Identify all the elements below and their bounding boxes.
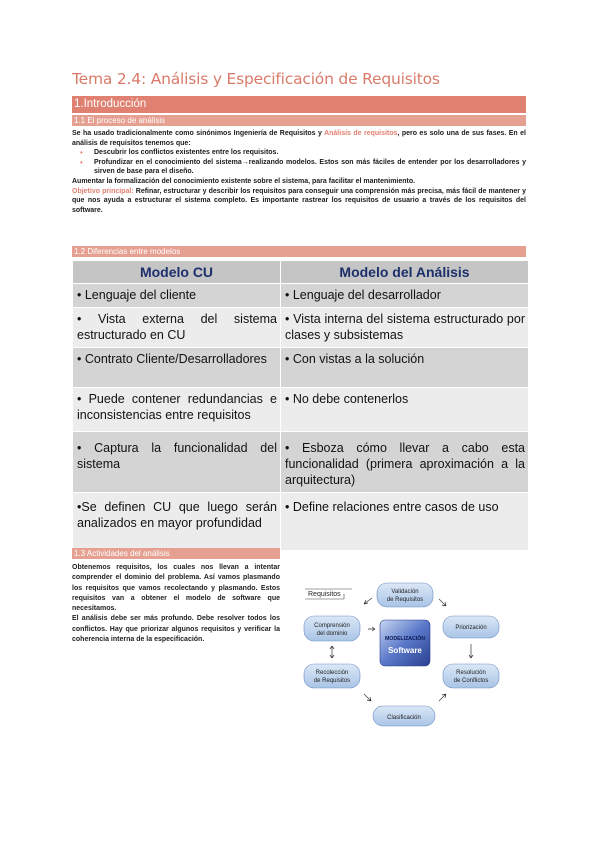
analisis-requisitos-link: Análisis de requisitos bbox=[324, 130, 398, 137]
objective-label: Objetivo principal: bbox=[72, 187, 134, 195]
svg-text:de Requisitos: de Requisitos bbox=[386, 597, 424, 603]
activities-paragraph-1: Obtenemos requisitos, los cuales nos llevan a intentar comprender el dominio del problema. Así vamos plasmando los requisitos que vamos recolectando y plasmando. Estos requisitos van a obtener el modelo de software que necesitamos. bbox=[72, 564, 280, 613]
svg-text:Recolección: Recolección bbox=[315, 670, 349, 676]
requisitos-label: Requisitos bbox=[308, 591, 341, 598]
arrow-icon bbox=[330, 646, 334, 658]
table-row bbox=[73, 493, 529, 551]
svg-text:del dominio: del dominio bbox=[316, 631, 348, 637]
table-cell: • Con vistas a la solución bbox=[281, 348, 529, 388]
list-item: • Profundizar en el conocimiento del sistema→realizando modelos. Estos son más fáciles de entender por los desarrolladores y sirven de base para el diseño. bbox=[72, 158, 526, 177]
table-row bbox=[73, 308, 529, 348]
node-recoleccion bbox=[304, 664, 360, 688]
subsection-heading-actividades: 1.3 Actividades del análisis bbox=[72, 548, 280, 559]
table-header-row bbox=[73, 261, 529, 284]
arrow-icon bbox=[364, 598, 372, 604]
table-cell: • Lenguaje del desarrollador bbox=[281, 284, 529, 308]
node-validacion bbox=[377, 583, 433, 607]
table-cell: • Lenguaje del cliente bbox=[73, 284, 281, 308]
svg-text:MODELIZACIÓN: MODELIZACIÓN bbox=[384, 636, 426, 642]
analysis-activities-diagram bbox=[300, 572, 526, 732]
intro-paragraph-2: Aumentar la formalización del conocimiento existente sobre el sistema, para facilitar el mantenimiento. bbox=[72, 177, 416, 185]
table-cell: • Vista externa del sistema estructurado en CU bbox=[73, 308, 281, 348]
node-priorizacion bbox=[443, 616, 499, 638]
table-cell: • Contrato Cliente/Desarrolladores bbox=[73, 348, 281, 388]
page-title: Tema 2.4: Análisis y Especificación de Requisitos bbox=[72, 70, 440, 88]
arrow-icon bbox=[439, 599, 446, 606]
section-heading-introduccion: 1.Introducción bbox=[72, 96, 526, 113]
svg-text:de Requisitos: de Requisitos bbox=[313, 678, 351, 684]
table-row bbox=[73, 432, 529, 493]
arrow-icon bbox=[364, 694, 371, 701]
table-row bbox=[73, 388, 529, 432]
header-modelo-analisis: Modelo del Análisis bbox=[281, 261, 529, 284]
intro-p1-end: , pero es solo una de sus fases. En el análisis de requisitos tenemos que: bbox=[72, 130, 526, 147]
comparison-table bbox=[72, 260, 529, 551]
arrow-icon bbox=[469, 644, 473, 658]
node-comprension bbox=[304, 616, 360, 641]
objective-paragraph bbox=[72, 187, 526, 216]
arrow-icon bbox=[368, 627, 375, 631]
svg-text:Priorización: Priorización bbox=[455, 625, 487, 631]
node-clasificacion bbox=[373, 706, 435, 726]
svg-text:Software: Software bbox=[388, 646, 422, 655]
list-item: • Descubrir los conflictos existentes entre los requisitos. bbox=[72, 148, 526, 158]
intro-p1-start: Se ha usado tradicionalmente como sinónimos Ingeniería de Requisitos y bbox=[72, 130, 325, 137]
table-cell: • Define relaciones entre casos de uso bbox=[281, 493, 529, 551]
arrow-icon bbox=[439, 694, 446, 701]
subsection-heading-proceso: 1.1 El proceso de análisis bbox=[72, 115, 526, 126]
intro-text bbox=[72, 129, 526, 215]
objective-text: Refinar, estructurar y describir los requisitos para conseguir una comprensión más precisa, más fácil de mantener y que nos ayuda a estructurar el sistema completo. Es importante rastrear los requisitos de usuario a través de los requisitos del software. bbox=[72, 187, 527, 214]
table-cell: • Vista interna del sistema estructurado por clases y subsistemas bbox=[281, 308, 529, 348]
node-modelizacion bbox=[380, 620, 430, 666]
svg-text:de Conflictos: de Conflictos bbox=[453, 678, 489, 684]
subsection-heading-diferencias: 1.2 Diferencias entre modelos bbox=[72, 246, 526, 257]
svg-text:Comprensión: Comprensión bbox=[314, 623, 350, 629]
svg-text:Clasificación: Clasificación bbox=[387, 715, 421, 721]
node-resolucion bbox=[443, 664, 499, 688]
intro-bullet-list bbox=[72, 148, 526, 177]
table-row bbox=[73, 348, 529, 388]
table-cell: • Esboza cómo llevar a cabo esta funcionalidad (primera aproximación a la arquitectura) bbox=[281, 432, 529, 493]
header-modelo-cu: Modelo CU bbox=[73, 261, 281, 284]
activities-text bbox=[72, 563, 280, 645]
table-cell: • Puede contener redundancias e inconsistencias entre requisitos bbox=[73, 388, 281, 432]
intro-paragraph-1 bbox=[72, 129, 526, 148]
activities-paragraph-2: El análisis debe ser más profundo. Debe resolver todos los conflictos. Hay que priorizar algunos requisitos y verificar la coherencia interna de la especificación. bbox=[72, 615, 280, 644]
svg-text:Resolución: Resolución bbox=[456, 670, 486, 676]
svg-text:Validación: Validación bbox=[391, 589, 419, 595]
table-cell: • No debe contenerlos bbox=[281, 388, 529, 432]
table-cell: •Se definen CU que luego serán analizados en mayor profundidad bbox=[73, 493, 281, 551]
table-row bbox=[73, 284, 529, 308]
table-cell: • Captura la funcionalidad del sistema bbox=[73, 432, 281, 493]
